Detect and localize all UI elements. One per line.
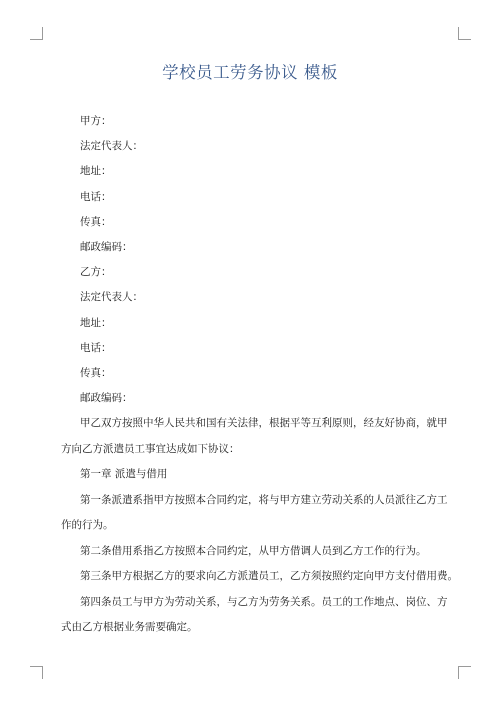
article-4-line-2: 式由乙方根据业务需要确定。 bbox=[61, 621, 198, 633]
field-party-a-postcode: 邮政编码： bbox=[80, 240, 133, 253]
article-1-line-2: 作的行为。 bbox=[61, 519, 114, 531]
field-party-b-phone: 电话： bbox=[80, 341, 112, 354]
article-2: 第二条借用系指乙方按照本合同约定，从甲方借调人员到乙方工作的行为。 bbox=[80, 545, 427, 557]
article-3: 第三条甲方根据乙方的要求向乙方派遣员工，乙方须按照约定向甲方支付借用费。 bbox=[80, 570, 458, 582]
field-party-b-postcode: 邮政编码： bbox=[80, 392, 133, 405]
crop-mark-top-right bbox=[458, 27, 471, 40]
article-4-line-1: 第四条员工与甲方为劳动关系，与乙方为劳务关系。员工的工作地点、岗位、方 bbox=[80, 596, 448, 608]
chapter-heading: 第一章 派遣与借用 bbox=[80, 468, 168, 480]
intro-line-1: 甲乙双方按照中华人民共和国有关法律，根据平等互利原则，经友好协商，就甲 bbox=[80, 417, 448, 429]
field-party-a-representative: 法定代表人： bbox=[80, 140, 143, 153]
field-party-b-representative: 法定代表人： bbox=[80, 291, 143, 304]
party-fields bbox=[80, 114, 440, 416]
field-party-a-fax: 传真： bbox=[80, 215, 112, 228]
field-party-a-address: 地址： bbox=[80, 165, 112, 178]
field-party-b: 乙方： bbox=[80, 266, 112, 279]
crop-mark-top-left bbox=[30, 27, 43, 40]
crop-mark-bottom-left bbox=[30, 666, 43, 679]
field-party-a-phone: 电话： bbox=[80, 190, 112, 203]
intro-line-2: 方向乙方派遣员工事宜达成如下协议： bbox=[61, 443, 240, 455]
field-party-a: 甲方： bbox=[80, 115, 112, 127]
document-title: 学校员工劳务协议 模板 bbox=[162, 63, 338, 82]
field-party-b-address: 地址： bbox=[80, 316, 112, 329]
field-party-b-fax: 传真： bbox=[80, 366, 112, 379]
article-1-line-1: 第一条派遣系指甲方按照本合同约定，将与甲方建立劳动关系的人员派往乙方工 bbox=[80, 494, 448, 506]
crop-mark-bottom-right bbox=[458, 666, 471, 679]
